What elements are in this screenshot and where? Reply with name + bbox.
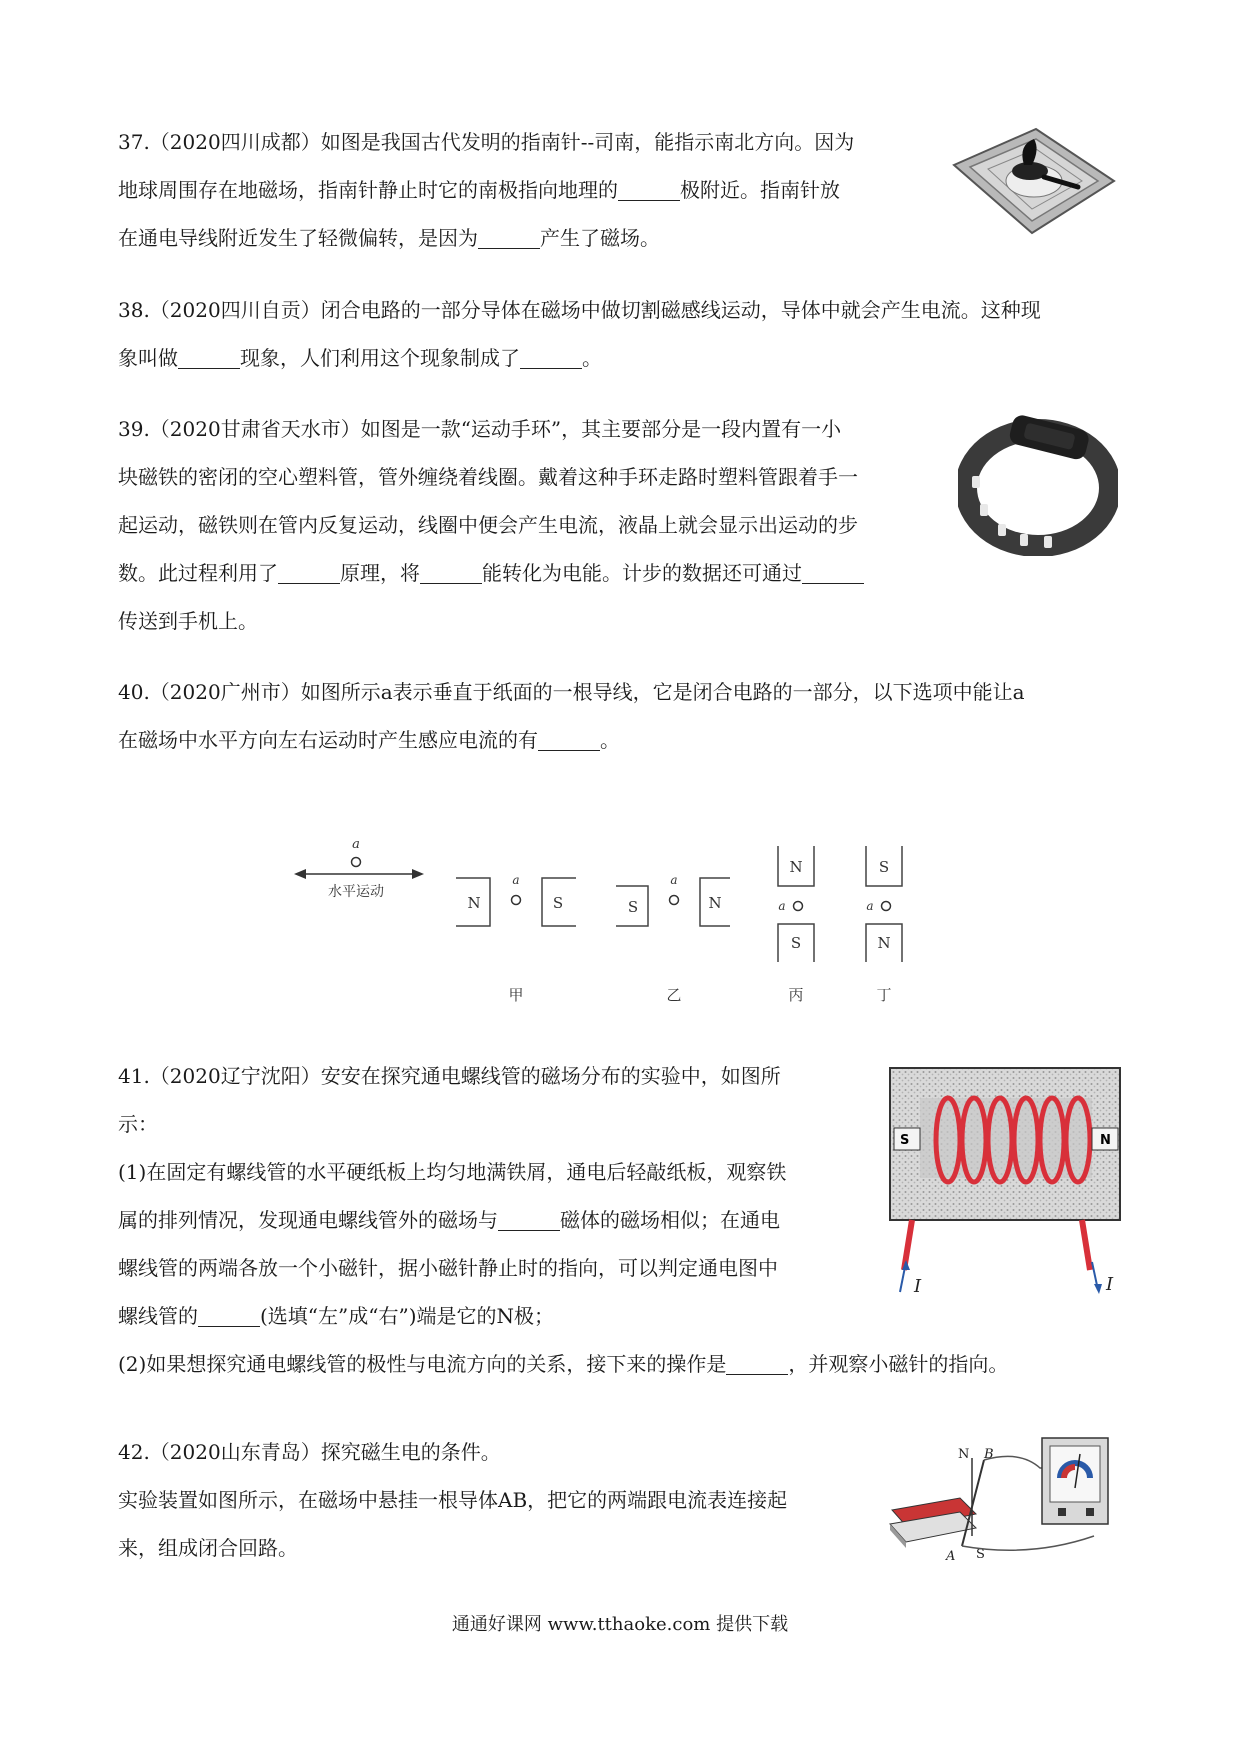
q38-line2: 象叫做 现象，人们利用这个现象制成了 。 (118, 346, 602, 370)
pole-s-label: S (976, 1547, 985, 1562)
q37-blank-1[interactable] (618, 180, 680, 201)
q39-blank-3[interactable] (802, 563, 864, 584)
svg-text:N: N (789, 858, 803, 876)
wire-symbol (352, 858, 361, 867)
q41-line6: 螺线管的 (选填“左”成“右”)端是它的N极； (118, 1304, 555, 1328)
fitness-band-image (958, 408, 1118, 556)
q39-line4: 数。此过程利用了 原理，将 能转化为电能。计步的数据还可通过 (118, 549, 938, 597)
q39-line2: 块磁铁的密闭的空心塑料管，管外缠绕着线圈。戴着这种手环走路时塑料管跟着手一 (118, 465, 858, 489)
q41-line4: 属的排列情况，发现通电螺线管外的磁场与 磁体的磁场相似；在通电 (118, 1208, 780, 1232)
wire-label: a (352, 837, 360, 852)
page-footer: 通通好课网 www.tthaoke.com 提供下载 (451, 1614, 789, 1635)
motion-label: 水平运动 (328, 884, 384, 900)
option-bing: 丙 (788, 986, 804, 1004)
q40-line2: 在磁场中水平方向左右运动时产生感应电流的有 。 (118, 728, 620, 752)
q40-figure (290, 830, 950, 1010)
q41-blank-1[interactable] (498, 1210, 560, 1231)
q40-line1: 40.（2020广州市）如图所示a表示垂直于纸面的一根导线，它是闭合电路的一部分，以下选项中能让a (118, 680, 1025, 704)
q41-line7: (2)如果想探究通电螺线管的极性与电流方向的关系，接下来的操作是 ，并观察小磁针的指向。 (118, 1352, 1009, 1376)
end-b-label: B (984, 1447, 994, 1462)
question-37 (118, 118, 938, 262)
option-yi: 乙 (666, 986, 682, 1004)
q38-blank-1[interactable] (178, 348, 240, 369)
option-ding: 丁 (876, 986, 892, 1004)
svg-text:a: a (778, 899, 786, 913)
q41-blank-3[interactable] (726, 1354, 788, 1375)
svg-text:I: I (1106, 1274, 1114, 1295)
q39-blank-1[interactable] (278, 563, 340, 584)
option-jia: 甲 (508, 986, 524, 1004)
q37-blank-2[interactable] (478, 228, 540, 249)
svg-text:S: S (552, 894, 564, 912)
pole-n-label: N (958, 1447, 970, 1462)
generator-apparatus-image (880, 1428, 1120, 1564)
q39-line1: 39.（2020甘肃省天水市）如图是一款“运动手环”，其主要部分是一段内置有一小 (118, 417, 842, 441)
q39-blank-2[interactable] (420, 563, 482, 584)
question-39 (118, 405, 938, 645)
q41-line2: 示： (118, 1112, 158, 1136)
q37-line3: 在通电导线附近发生了轻微偏转，是因为 产生了磁场。 (118, 226, 660, 250)
q42-line3: 来，组成闭合回路。 (118, 1536, 298, 1560)
q41-line1: 41.（2020辽宁沈阳）安安在探究通电螺线管的磁场分布的实验中，如图所 (118, 1064, 781, 1088)
question-40 (118, 668, 1025, 764)
svg-text:a: a (670, 873, 678, 887)
solenoid-left-pole: S (900, 1133, 910, 1148)
question-42 (118, 1428, 787, 1572)
q42-line1: 42.（2020山东青岛）探究磁生电的条件。 (118, 1440, 501, 1464)
svg-text:S: S (878, 858, 890, 876)
svg-text:N: N (877, 934, 891, 952)
q41-line5: 螺线管的两端各放一个小磁针，据小磁针静止时的指向，可以判定通电图中 (118, 1256, 778, 1280)
q40-blank-1[interactable] (538, 730, 600, 751)
svg-text:I: I (914, 1276, 922, 1297)
svg-text:N: N (467, 894, 481, 912)
svg-text:a: a (512, 873, 520, 887)
compass-image (948, 125, 1116, 237)
question-38 (118, 286, 1041, 382)
solenoid-image (886, 1064, 1124, 1300)
q38-blank-2[interactable] (520, 348, 582, 369)
solenoid-right-pole: N (1100, 1133, 1111, 1148)
q38-line1: 38.（2020四川自贡）闭合电路的一部分导体在磁场中做切割磁感线运动，导体中就会产生电流。这种现 (118, 298, 1041, 322)
q41-blank-2[interactable] (198, 1306, 260, 1327)
q37-line1: 37.（2020四川成都）如图是我国古代发明的指南针--司南，能指示南北方向。因为 (118, 130, 855, 154)
svg-text:a: a (866, 899, 874, 913)
svg-text:S: S (627, 898, 639, 916)
q37-line2: 地球周围存在地磁场，指南针静止时它的南极指向地理的 极附近。指南针放 (118, 178, 840, 202)
svg-text:S: S (790, 934, 802, 952)
q42-line2: 实验装置如图所示，在磁场中悬挂一根导体AB，把它的两端跟电流表连接起 (118, 1488, 788, 1512)
q39-line5: 传送到手机上。 (118, 609, 258, 633)
svg-text:N: N (708, 894, 722, 912)
end-a-label: A (946, 1549, 956, 1564)
q41-line3: (1)在固定有螺线管的水平硬纸板上均匀地满铁屑，通电后轻敲纸板，观察铁 (118, 1160, 787, 1184)
q39-line3: 起运动，磁铁则在管内反复运动，线圈中便会产生电流，液晶上就会显示出运动的步 (118, 513, 858, 537)
